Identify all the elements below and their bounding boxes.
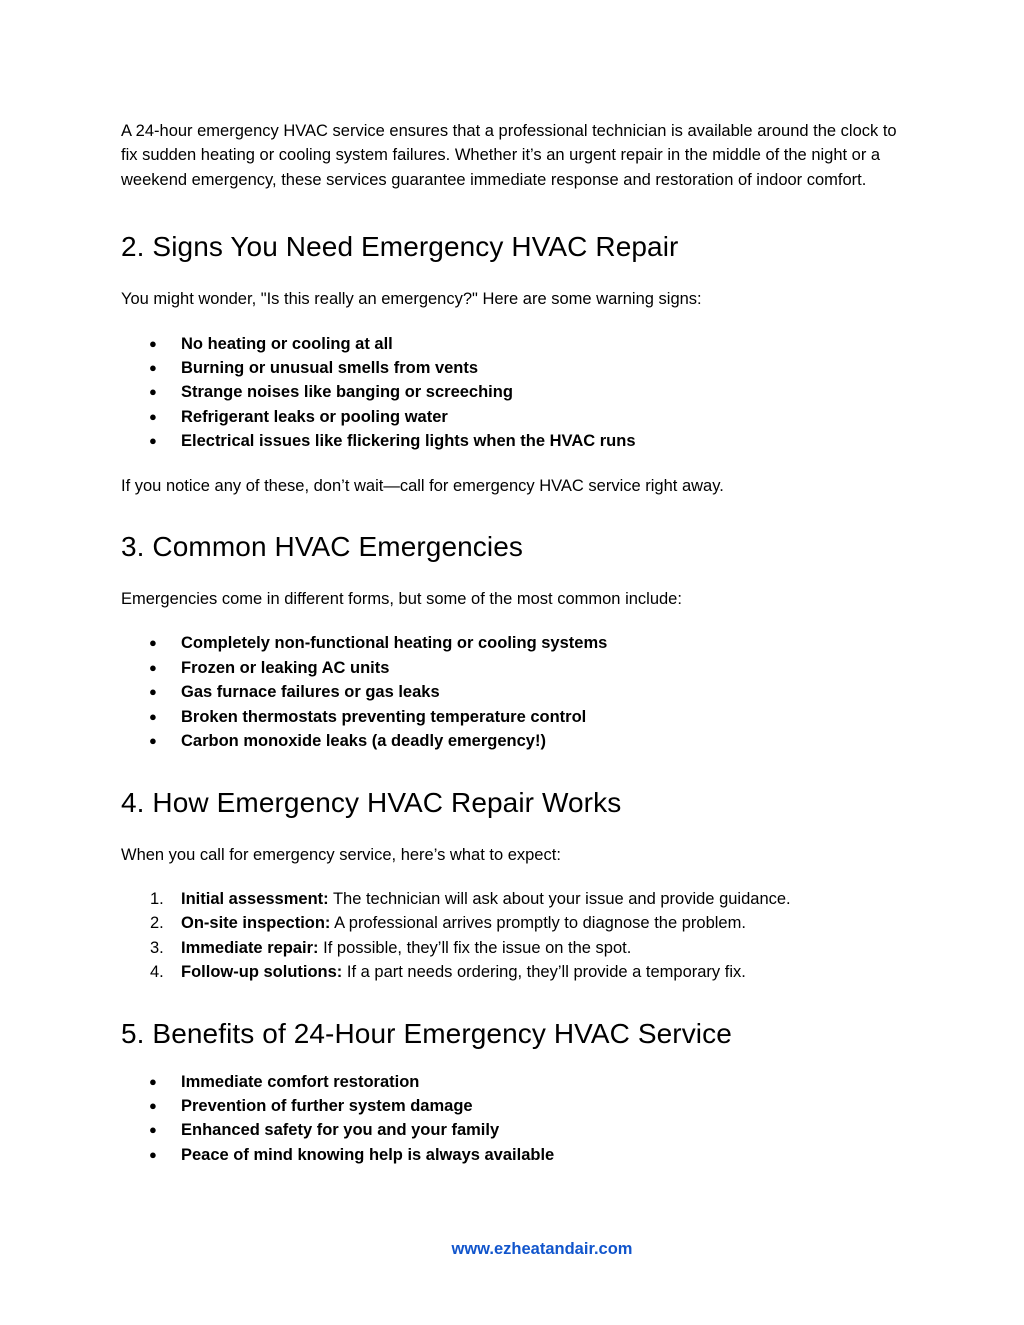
bullet-icon: ●	[149, 659, 157, 675]
list-item: ● Electrical issues like flickering lights when the HVAC runs	[121, 429, 911, 453]
list-item: ● Refrigerant leaks or pooling water	[121, 405, 911, 429]
list-item: ● Carbon monoxide leaks (a deadly emergency!)	[121, 729, 911, 753]
footer-website-link[interactable]: www.ezheatandair.com	[451, 1240, 633, 1258]
section-4-heading: 4. How Emergency HVAC Repair Works	[121, 786, 622, 818]
bullet-icon: ●	[149, 1073, 157, 1089]
step-number: 3.	[150, 938, 164, 957]
list-item: ● Enhanced safety for you and your family	[121, 1118, 911, 1142]
bullet-icon: ●	[149, 408, 157, 424]
list-item: ● Strange noises like banging or screeching	[121, 380, 911, 404]
section-2-closing: If you notice any of these, don’t wait—call for emergency HVAC service right away.	[121, 476, 724, 495]
emergencies-list	[121, 631, 911, 753]
document-page	[121, 119, 911, 1167]
section-4-lead: When you call for emergency service, here’s what to expect:	[121, 845, 561, 864]
section-5-heading: 5. Benefits of 24-Hour Emergency HVAC Service	[121, 1017, 732, 1049]
list-item: ● Gas furnace failures or gas leaks	[121, 680, 911, 704]
step-number: 2.	[150, 914, 164, 933]
list-item: 4. Follow-up solutions: If a part needs ordering, they’ll provide a temporary fix.	[121, 960, 911, 984]
benefits-list	[121, 1070, 911, 1168]
list-item: ● Frozen or leaking AC units	[121, 656, 911, 680]
bullet-icon: ●	[149, 684, 157, 700]
bullet-icon: ●	[149, 433, 157, 449]
bullet-icon: ●	[149, 635, 157, 651]
list-item: 3. Immediate repair: If possible, they’ll fix the issue on the spot.	[121, 936, 911, 960]
section-3-heading: 3. Common HVAC Emergencies	[121, 531, 523, 563]
section-3-lead: Emergencies come in different forms, but some of the most common include:	[121, 590, 682, 609]
intro-paragraph: A 24-hour emergency HVAC service ensures that a professional technician is available around the clock to fix sudden heating or cooling system failures. Whether it’s an urgent repair in the middle of the night or a weekend emergency, these services guarantee immediate response and restoration of indoor comfort.	[121, 122, 897, 189]
bullet-icon: ●	[149, 384, 157, 400]
bullet-icon: ●	[149, 1097, 157, 1113]
list-item: ● Prevention of further system damage	[121, 1094, 911, 1118]
bullet-icon: ●	[149, 1146, 157, 1162]
bullet-icon: ●	[149, 733, 157, 749]
list-item: ● No heating or cooling at all	[121, 332, 911, 356]
list-item: 1. Initial assessment: The technician will ask about your issue and provide guidance.	[121, 887, 911, 911]
list-item: ● Burning or unusual smells from vents	[121, 356, 911, 380]
section-2-heading: 2. Signs You Need Emergency HVAC Repair	[121, 231, 679, 263]
list-item: ● Completely non-functional heating or cooling systems	[121, 631, 911, 655]
bullet-icon: ●	[149, 1122, 157, 1138]
section-2-lead: You might wonder, "Is this really an emergency?" Here are some warning signs:	[121, 290, 702, 309]
warning-signs-list	[121, 332, 911, 454]
step-number: 1.	[150, 889, 164, 908]
list-item: 2. On-site inspection: A professional arrives promptly to diagnose the problem.	[121, 911, 911, 935]
bullet-icon: ●	[149, 335, 157, 351]
list-item: ● Broken thermostats preventing temperature control	[121, 705, 911, 729]
repair-steps-list	[121, 887, 911, 985]
bullet-icon: ●	[149, 360, 157, 376]
list-item: ● Peace of mind knowing help is always available	[121, 1143, 911, 1167]
step-number: 4.	[150, 963, 164, 982]
bullet-icon: ●	[149, 708, 157, 724]
list-item: ● Immediate comfort restoration	[121, 1070, 911, 1094]
